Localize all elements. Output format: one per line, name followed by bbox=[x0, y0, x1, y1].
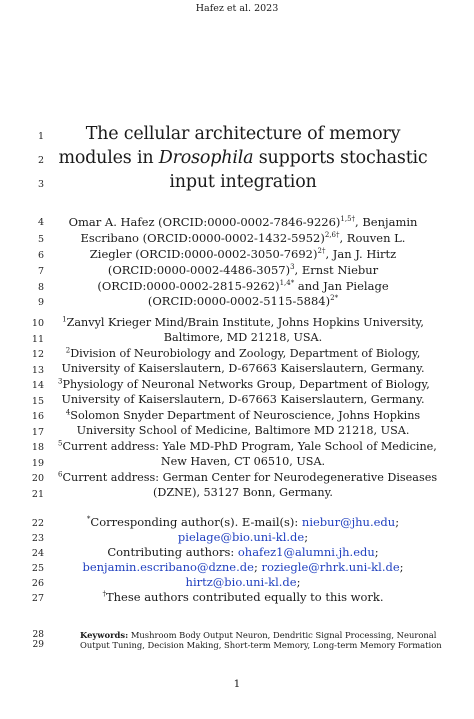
line-number: 5 bbox=[37, 234, 44, 245]
author-text: Omar A. Hafez (ORCID:0000-0002-7846-9226) bbox=[68, 215, 341, 229]
affiliation-sup: 6 bbox=[58, 470, 63, 479]
affiliation-text: Current address: German Center for Neurodegenerative Diseases bbox=[62, 471, 438, 484]
line-number: 14 bbox=[31, 380, 44, 391]
author-line bbox=[58, 247, 428, 261]
punctuation: ; bbox=[304, 530, 309, 544]
author-line bbox=[58, 215, 428, 229]
affiliation-text: Solomon Snyder Department of Neuroscience, Johns Hopkins bbox=[70, 409, 421, 422]
contact-text: Corresponding author(s). E-mail(s): bbox=[90, 515, 302, 529]
line-number: 19 bbox=[31, 458, 44, 469]
email-link[interactable]: roziegle@rhrk.uni-kl.de bbox=[261, 560, 400, 574]
affiliation-line: (DZNE), 53127 Bonn, Germany. bbox=[153, 486, 333, 499]
line-number: 21 bbox=[31, 489, 44, 500]
contact-line bbox=[58, 560, 428, 574]
line-number: 15 bbox=[31, 396, 44, 407]
line-number: 12 bbox=[31, 349, 44, 360]
author-line bbox=[58, 279, 428, 293]
line-number: 16 bbox=[31, 411, 44, 422]
contact-line bbox=[58, 575, 428, 589]
affiliation-line: Baltimore, MD 21218, USA. bbox=[163, 331, 323, 344]
author-sup: 3 bbox=[290, 263, 295, 272]
author-sup: 2,6† bbox=[324, 231, 340, 240]
author-text: Ziegler (ORCID:0000-0002-3050-7692) bbox=[89, 247, 318, 261]
author-text: (ORCID:0000-0002-4486-3057) bbox=[107, 263, 291, 277]
title-line-1: The cellular architecture of memory bbox=[85, 124, 401, 144]
line-number: 11 bbox=[31, 334, 44, 345]
affiliation-sup: 1 bbox=[62, 315, 67, 324]
affiliation-line bbox=[58, 439, 437, 453]
email-link[interactable]: pielage@bio.uni-kl.de bbox=[177, 530, 305, 544]
title-text: supports stochastic bbox=[253, 148, 428, 168]
line-number: 1 bbox=[37, 131, 44, 142]
affiliation-line: University of Kaiserslautern, D-67663 Kaiserslautern, Germany. bbox=[61, 393, 425, 406]
punctuation: ; bbox=[296, 575, 301, 589]
line-number: 7 bbox=[37, 266, 44, 277]
line-number: 26 bbox=[31, 578, 44, 589]
line-number: 2 bbox=[37, 155, 44, 166]
email-link[interactable]: ohafez1@alumni.jh.edu bbox=[237, 545, 375, 559]
punctuation: ; bbox=[374, 545, 379, 559]
author-text: , Rouven L. bbox=[339, 231, 406, 245]
line-number: 3 bbox=[37, 179, 44, 190]
contact-line bbox=[58, 530, 428, 544]
affiliation-sup: 4 bbox=[65, 408, 71, 417]
author-line bbox=[58, 263, 428, 277]
equal-contribution-line bbox=[58, 590, 428, 604]
author-sup: 2† bbox=[317, 247, 326, 256]
affiliation-line bbox=[58, 470, 438, 484]
author-sup: 1,5† bbox=[340, 215, 356, 224]
email-link[interactable]: hirtz@bio.uni-kl.de bbox=[185, 575, 297, 589]
affiliation-sup: 2 bbox=[65, 346, 71, 355]
email-link[interactable]: niebur@jhu.edu bbox=[301, 515, 396, 529]
affiliation-text: Physiology of Neuronal Networks Group, Department of Biology, bbox=[62, 378, 430, 391]
line-number: 9 bbox=[37, 297, 44, 308]
line-number: 25 bbox=[31, 563, 44, 574]
author-text: (ORCID:0000-0002-5115-5884) bbox=[147, 294, 331, 308]
title-line-3: input integration bbox=[169, 172, 317, 192]
affiliation-line bbox=[58, 409, 428, 422]
footnote-sup: † bbox=[102, 590, 106, 599]
affiliation-line: New Haven, CT 06510, USA. bbox=[160, 455, 326, 468]
running-header: Hafez et al. 2023 bbox=[195, 3, 279, 14]
author-text: Escribano (ORCID:0000-0002-1432-5952) bbox=[80, 231, 325, 245]
line-number: 22 bbox=[31, 518, 44, 529]
line-number: 8 bbox=[37, 282, 44, 293]
author-sup: 1,4* bbox=[279, 279, 295, 288]
title-line-2 bbox=[58, 148, 428, 168]
corresponding-line bbox=[58, 515, 428, 529]
author-text: , Ernst Niebur bbox=[294, 263, 379, 277]
line-number: 28 bbox=[32, 630, 44, 640]
affiliation-line bbox=[58, 347, 428, 360]
line-number: 17 bbox=[31, 427, 44, 438]
title-text: modules in bbox=[58, 148, 159, 168]
affiliation-sup: 3 bbox=[58, 377, 63, 386]
author-sup: 2* bbox=[330, 294, 339, 303]
affiliation-line: University of Kaiserslautern, D-67663 Kaiserslautern, Germany. bbox=[61, 362, 425, 375]
page-number: 1 bbox=[233, 678, 241, 690]
affiliation-line bbox=[58, 378, 428, 391]
affiliation-text: Zanvyl Krieger Mind/Brain Institute, Johns Hopkins University, bbox=[66, 316, 424, 329]
line-number: 27 bbox=[31, 593, 44, 604]
keywords-text: Mushroom Body Output Neuron, Dendritic Signal Processing, Neuronal bbox=[128, 630, 437, 640]
author-line bbox=[58, 231, 428, 245]
line-number: 13 bbox=[31, 365, 44, 376]
line-number: 4 bbox=[37, 217, 44, 228]
punctuation: ; bbox=[253, 560, 262, 574]
contact-line bbox=[58, 545, 428, 559]
author-text: , Benjamin bbox=[355, 215, 418, 229]
footnote-sup: * bbox=[86, 515, 91, 524]
contact-text: Contributing authors: bbox=[107, 545, 238, 559]
line-number: 6 bbox=[37, 250, 44, 261]
affiliation-sup: 5 bbox=[58, 439, 63, 448]
affiliation-line bbox=[58, 316, 428, 329]
affiliation-text: Division of Neurobiology and Zoology, Department of Biology, bbox=[70, 347, 421, 360]
keywords-label: Keywords: bbox=[80, 630, 129, 640]
email-link[interactable]: benjamin.escribano@dzne.de bbox=[82, 560, 254, 574]
line-number: 24 bbox=[31, 548, 44, 559]
punctuation: ; bbox=[399, 560, 404, 574]
contact-text: These authors contributed equally to this work. bbox=[105, 590, 384, 604]
keywords-line: Output Tuning, Decision Making, Short-term Memory, Long-term Memory Formation bbox=[80, 640, 442, 650]
punctuation: ; bbox=[395, 515, 400, 529]
author-text: (ORCID:0000-0002-2815-9262) bbox=[97, 279, 280, 293]
affiliation-line: University School of Medicine, Baltimore MD 21218, USA. bbox=[76, 424, 410, 437]
line-number: 23 bbox=[31, 533, 44, 544]
affiliation-text: Current address: Yale MD-PhD Program, Yale School of Medicine, bbox=[62, 440, 437, 453]
line-number: 29 bbox=[32, 640, 44, 650]
author-line bbox=[58, 294, 428, 308]
line-number: 20 bbox=[31, 473, 44, 484]
line-number: 10 bbox=[31, 318, 44, 329]
title-species: Drosophila bbox=[158, 148, 254, 168]
keywords-line bbox=[80, 630, 437, 641]
author-text: , Jan J. Hirtz bbox=[325, 247, 397, 261]
line-number: 18 bbox=[31, 442, 44, 453]
author-text: and Jan Pielage bbox=[294, 279, 389, 293]
